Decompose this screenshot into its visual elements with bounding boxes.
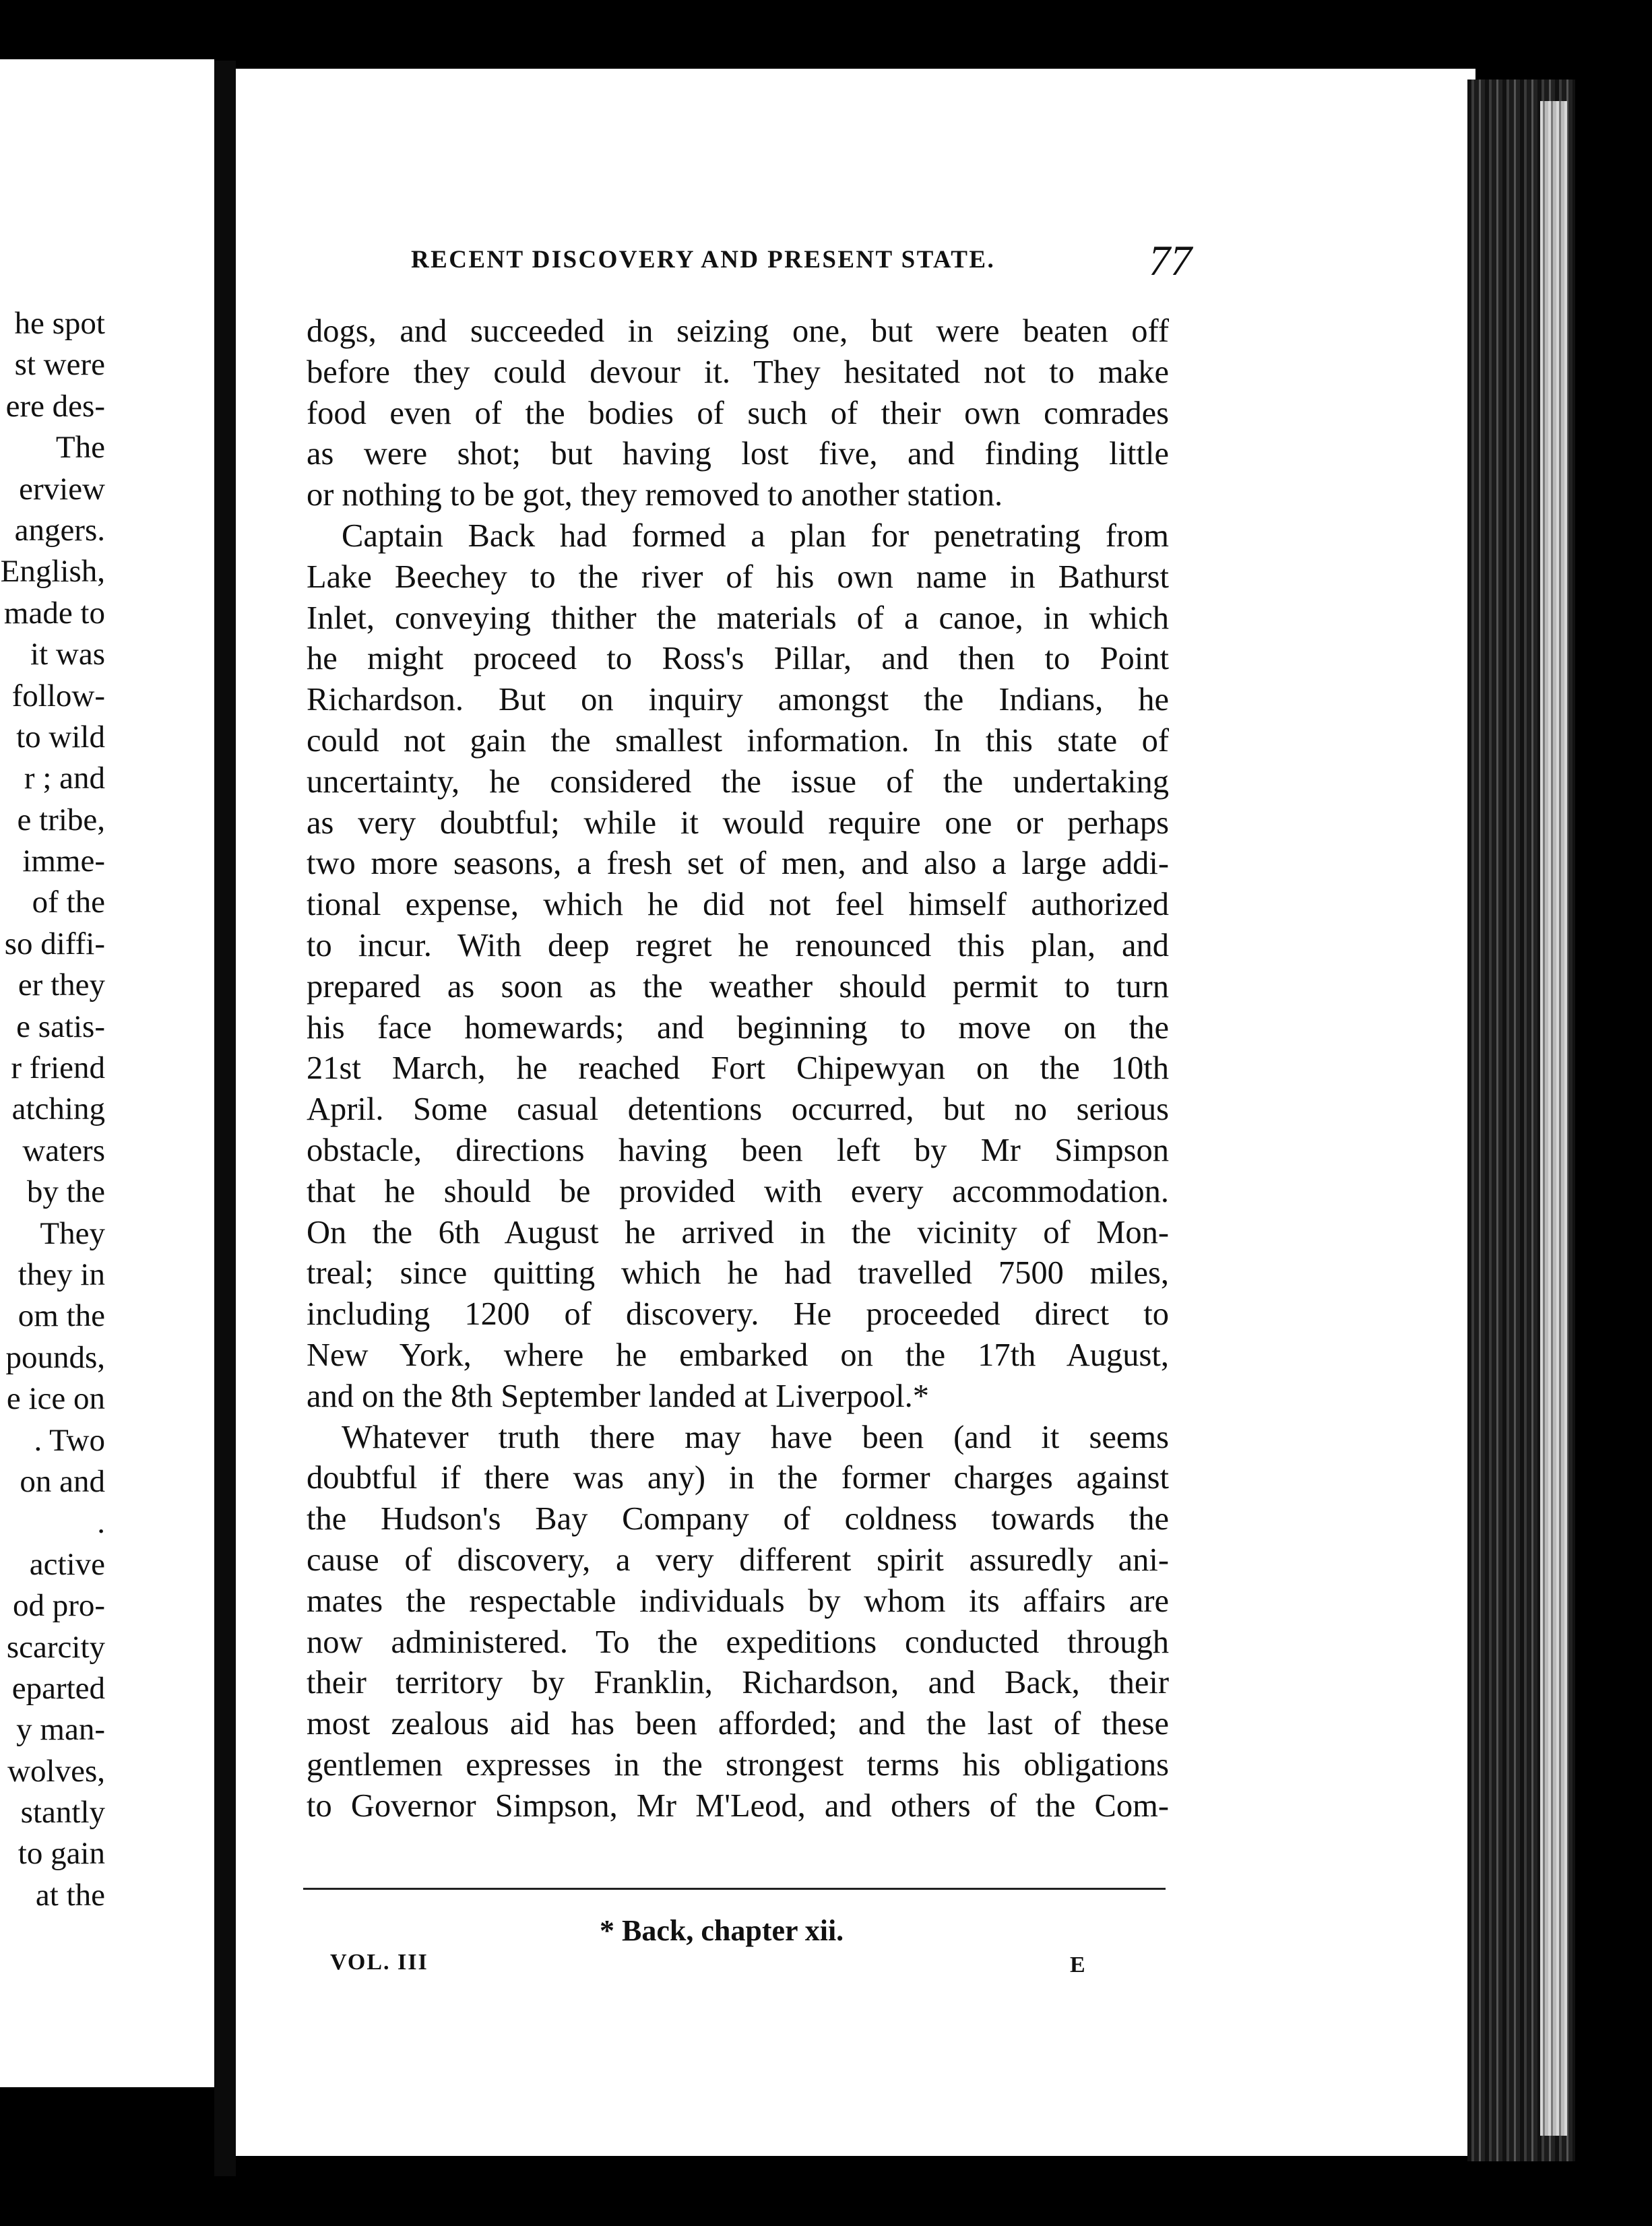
facing-page-line: erview — [19, 471, 105, 507]
text-line: he might proceed to Ross's Pillar, and then to Point — [307, 641, 1169, 677]
facing-page-line: The — [55, 430, 105, 466]
facing-page-line: stantly — [20, 1795, 105, 1831]
facing-page-line: at the — [35, 1877, 105, 1913]
text-line: Whatever truth there may have been (and it seems — [342, 1419, 1169, 1455]
text-line: dogs, and succeeded in seizing one, but were beaten off — [307, 313, 1169, 349]
text-line: as were shot; but having lost five, and finding little — [307, 436, 1169, 472]
facing-page-line: of the — [32, 885, 105, 920]
facing-page-line: scarcity — [6, 1629, 105, 1665]
facing-page-line: They — [40, 1215, 105, 1251]
text-line: to incur. With deep regret he renounced this plan, and — [307, 927, 1169, 963]
facing-page-line: atching — [11, 1091, 105, 1127]
text-line: mates the respectable individuals by whom its affairs are — [307, 1583, 1169, 1619]
facing-page-line: od pro- — [12, 1588, 105, 1624]
facing-page-line: st were — [14, 347, 105, 383]
text-line: New York, where he embarked on the 17th August, — [307, 1337, 1169, 1373]
text-line: obstacle, directions having been left by Mr Simpson — [307, 1132, 1169, 1168]
facing-page-line: . — [97, 1505, 105, 1541]
facing-page-line: e satis- — [16, 1009, 105, 1044]
facing-page-line: waters — [22, 1133, 105, 1168]
text-line: gentlemen expresses in the strongest terms his obligations — [307, 1746, 1169, 1783]
text-line: 21st March, he reached Fort Chipewyan on the 10th — [307, 1050, 1169, 1087]
text-line: before they could devour it. They hesitated not to make — [307, 354, 1169, 390]
facing-page-line: made to — [3, 595, 105, 631]
facing-page-line: it was — [30, 637, 105, 672]
text-line: could not gain the smallest information. In this state of — [307, 722, 1169, 759]
text-line: treal; since quitting which he had travelled 7500 miles, — [307, 1255, 1169, 1292]
text-line: now administered. To the expeditions conducted through — [307, 1624, 1169, 1660]
facing-page-line: English, — [0, 554, 105, 590]
text-line: as very doubtful; while it would require one or perhaps — [307, 804, 1169, 841]
text-line: most zealous aid has been afforded; and the last of these — [307, 1706, 1169, 1742]
book-page — [236, 69, 1475, 2156]
facing-page-line: ere des- — [5, 388, 105, 424]
text-line: April. Some casual detentions occurred, but no serious — [307, 1091, 1169, 1128]
book-gutter — [214, 61, 236, 2176]
facing-page-line: on and — [20, 1463, 105, 1499]
facing-page-line: they in — [18, 1257, 105, 1292]
text-line: food even of the bodies of such of their own comrades — [307, 395, 1169, 431]
gathering-signature: E — [1070, 1952, 1085, 1977]
body-text — [307, 311, 1169, 1826]
text-line: doubtful if there was any) in the former charges against — [307, 1460, 1169, 1496]
facing-page-line: r ; and — [24, 761, 105, 796]
text-line: uncertainty, he considered the issue of the undertaking — [307, 763, 1169, 800]
text-line: cause of discovery, a very different spirit assuredly ani- — [307, 1541, 1169, 1578]
footnote-rule — [303, 1888, 1166, 1890]
facing-page-line: to gain — [18, 1836, 105, 1872]
facing-page-line: to wild — [16, 719, 105, 755]
facing-page-line: imme- — [22, 844, 105, 879]
text-line: two more seasons, a fresh set of men, and also a large addi- — [307, 846, 1169, 882]
text-line: Lake Beechey to the river of his own name in Bathurst — [307, 559, 1169, 595]
text-line: to Governor Simpson, Mr M'Leod, and others of the Com- — [307, 1787, 1169, 1824]
facing-page-line: y man- — [16, 1712, 105, 1748]
facing-page-line: active — [29, 1546, 105, 1582]
facing-page-line: he spot — [14, 306, 105, 341]
text-line: tional expense, which he did not feel himself authorized — [307, 887, 1169, 923]
facing-page-line: e ice on — [6, 1381, 105, 1417]
text-line: Richardson. But on inquiry amongst the Indians, he — [307, 682, 1169, 718]
facing-page-line: follow- — [11, 678, 105, 713]
facing-page — [0, 59, 214, 2087]
facing-page-line: eparted — [11, 1670, 105, 1706]
volume-signature: VOL. III — [330, 1950, 428, 1975]
facing-page-line: by the — [26, 1174, 105, 1210]
text-line: Inlet, conveying thither the materials of a canoe, in which — [307, 600, 1169, 636]
text-line: his face homewards; and beginning to move on the — [307, 1009, 1169, 1046]
facing-page-line: om the — [18, 1298, 105, 1334]
facing-page-line: . Two — [34, 1422, 105, 1458]
text-line: prepared as soon as the weather should permit to turn — [307, 968, 1169, 1005]
text-line: and on the 8th September landed at Liverpool.* — [307, 1378, 929, 1414]
text-line: the Hudson's Bay Company of coldness towards the — [307, 1501, 1169, 1537]
facing-page-line: wolves, — [7, 1753, 105, 1789]
text-line: their territory by Franklin, Richardson, and Back, their — [307, 1665, 1169, 1701]
text-line: On the 6th August he arrived in the vicinity of Mon- — [307, 1214, 1169, 1250]
running-head: RECENT DISCOVERY AND PRESENT STATE. — [411, 246, 996, 274]
facing-page-line: e tribe, — [17, 802, 105, 837]
facing-page-line: pounds, — [5, 1339, 105, 1375]
facing-page-line: so diffi- — [4, 926, 105, 961]
facing-page-text — [1, 303, 105, 1916]
text-line: or nothing to be got, they removed to another station. — [307, 477, 1003, 513]
text-line: that he should be provided with every accommodation. — [307, 1173, 1169, 1209]
facing-page-line: er they — [18, 967, 105, 1003]
text-line: Captain Back had formed a plan for penetrating from — [342, 517, 1169, 554]
text-line: including 1200 of discovery. He proceeded direct to — [307, 1296, 1169, 1333]
footnote: * Back, chapter xii. — [600, 1914, 844, 1947]
page-block-edge-highlight — [1540, 101, 1567, 2136]
page-number: 77 — [1149, 236, 1192, 284]
facing-page-line: r friend — [11, 1050, 105, 1086]
facing-page-line: angers. — [14, 512, 105, 548]
